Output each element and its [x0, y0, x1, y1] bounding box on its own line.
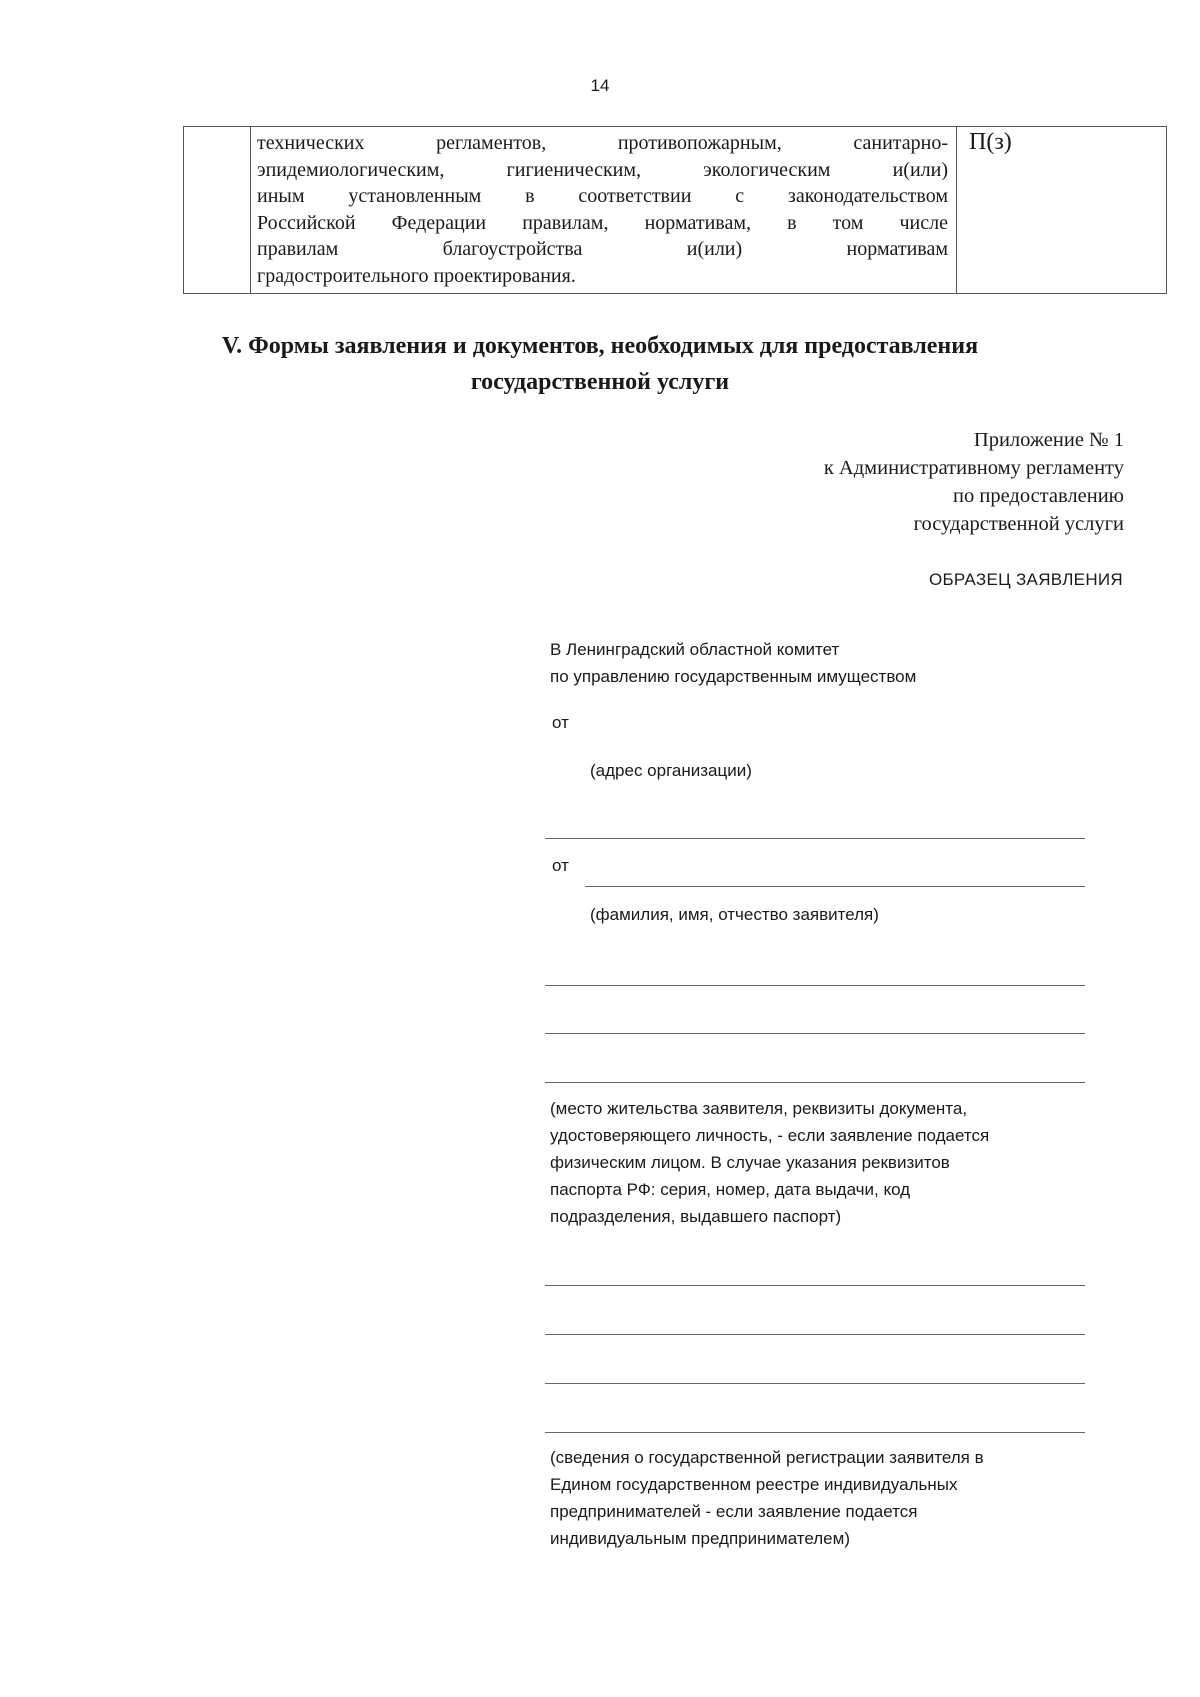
- table-text-line: иным установленным в соответствии с законодательством: [257, 185, 948, 207]
- appendix-line: по предоставлению: [953, 485, 1124, 507]
- caption-line: Едином государственном реестре индивидуальных: [550, 1475, 958, 1494]
- registration-field-line[interactable]: [545, 1432, 1085, 1433]
- table-code: П(з): [969, 129, 1012, 155]
- table-text-line: градостроительного проектирования.: [257, 264, 576, 287]
- org-address-field-line[interactable]: [545, 838, 1085, 839]
- caption-line: паспорта РФ: серия, номер, дата выдачи, код: [550, 1180, 911, 1199]
- table-cell-code: [957, 127, 1167, 294]
- residence-caption: [550, 1095, 989, 1230]
- table-row: [184, 127, 1167, 294]
- section-heading-line: государственной услуги: [470, 369, 730, 395]
- table-text-line: Российской Федерации правилам, нормативам, в том числе: [257, 211, 948, 234]
- registration-field-line[interactable]: [545, 1383, 1085, 1384]
- section-heading: [150, 328, 1050, 400]
- page-number: 14: [590, 76, 610, 95]
- section-heading-line: V. Формы заявления и документов, необходимых для предоставления: [221, 333, 979, 359]
- caption-line: предпринимателей - если заявление подается: [550, 1502, 918, 1521]
- registration-caption: [550, 1444, 984, 1552]
- table-text-line: технических регламентов, противопожарным, санитарно-: [257, 132, 948, 154]
- caption-line: индивидуальным предпринимателем): [550, 1529, 850, 1548]
- registration-field-line[interactable]: [545, 1285, 1085, 1286]
- from-label: от: [552, 713, 569, 732]
- caption-line: удостоверяющего личность, - если заявление подается: [550, 1126, 990, 1145]
- appendix-line: Приложение № 1: [973, 429, 1124, 451]
- sample-title: ОБРАЗЕЦ ЗАЯВЛЕНИЯ: [928, 570, 1123, 589]
- criteria-table: [183, 126, 1167, 294]
- residence-field-line[interactable]: [545, 985, 1085, 986]
- table-text-line: правилам благоустройства и(или) нормативам: [257, 238, 948, 260]
- applicant-name-field-line[interactable]: [585, 886, 1085, 887]
- addressee-line: по управлению государственным имуществом: [550, 667, 917, 686]
- caption-line: подразделения, выдавшего паспорт): [550, 1207, 842, 1226]
- applicant-name-caption: (фамилия, имя, отчество заявителя): [590, 905, 879, 924]
- residence-field-line[interactable]: [545, 1082, 1085, 1083]
- caption-line: физическим лицом. В случае указания реквизитов: [550, 1153, 950, 1172]
- table-cell-number: [184, 127, 251, 294]
- table-text-line: эпидемиологическим, гигиеническим, экологическим и(или): [257, 158, 948, 181]
- addressee: [550, 636, 916, 690]
- addressee-line: В Ленинградский областной комитет: [550, 640, 840, 659]
- residence-field-line[interactable]: [545, 1033, 1085, 1034]
- registration-field-line[interactable]: [545, 1334, 1085, 1335]
- caption-line: (сведения о государственной регистрации заявителя в: [550, 1448, 984, 1467]
- appendix-note: [824, 426, 1124, 538]
- appendix-line: к Административному регламенту: [823, 457, 1124, 479]
- table-cell-description: [251, 127, 957, 294]
- org-address-caption: (адрес организации): [590, 761, 752, 780]
- from-label: от: [552, 856, 569, 875]
- appendix-line: государственной услуги: [913, 513, 1124, 535]
- caption-line: (место жительства заявителя, реквизиты документа,: [550, 1099, 968, 1118]
